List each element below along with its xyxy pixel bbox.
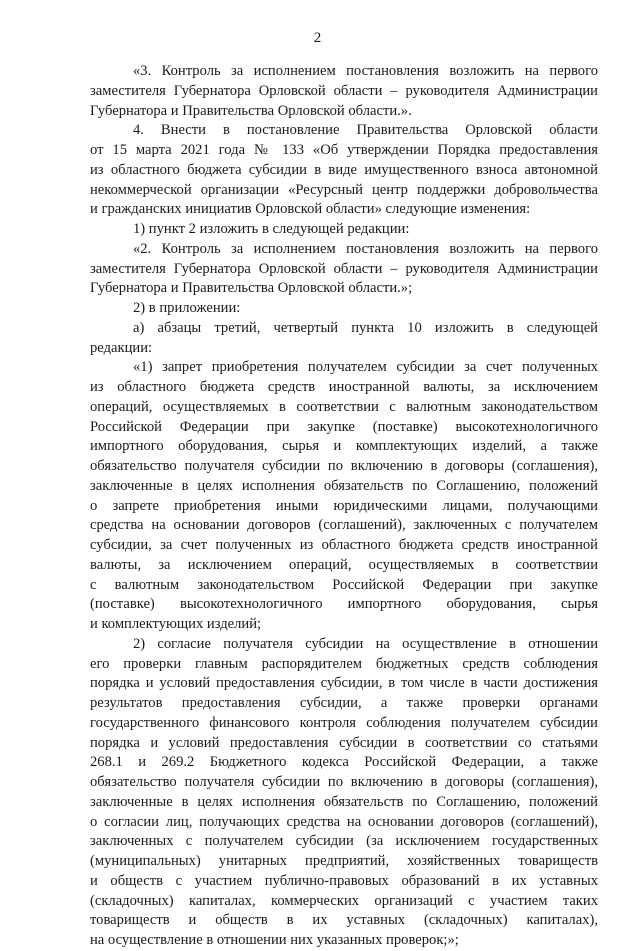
text-line: от 15 марта 2021 года № 133 «Об утверждении Порядка предоставления	[90, 142, 598, 158]
text-line: 4. Внести в постановление Правительства Орловской области	[133, 122, 598, 139]
text-line: с валютным законодательством Российской Федерации при закупке	[90, 576, 598, 593]
text-line: средства на основании договоров (соглашений), заключенных с получателем	[90, 517, 598, 534]
text-line: порядка и условий предоставления субсидии, в том числе в части достижения	[90, 675, 598, 692]
paragraph	[90, 62, 598, 121]
text-line: 268.1 и 269.2 Бюджетного кодекса Российской Федерации, а также	[90, 754, 598, 771]
paragraph	[90, 358, 598, 635]
text-line: заключенные в целях исполнения обязательств по Соглашению, положений	[90, 477, 598, 494]
text-line: обязательство получателя субсидии по включению в договоры (соглашения),	[90, 458, 598, 474]
text-line: государственного финансового контроля соблюдения получателем субсидии	[90, 714, 598, 731]
text-line: импортного оборудования, сырья и комплектующих изделий, а также	[90, 438, 598, 455]
text-line: Губернатора и Правительства Орловской области.»;	[90, 280, 413, 297]
text-line: субсидии, за счет полученных из областного бюджета средств иностранной	[90, 537, 598, 553]
text-line: обязательство получателя субсидии по включению в договоры (соглашения),	[90, 774, 598, 790]
text-line: (складочных) капиталах, коммерческих организаций с участием таких	[90, 892, 598, 909]
text-line: и комплектующих изделий;	[90, 616, 262, 632]
document-body	[90, 62, 598, 951]
paragraph	[90, 121, 598, 220]
text-line: заместителя Губернатора Орловской области – руководителя Администрации	[90, 82, 598, 99]
text-line: заключенных с получателем субсидии (за исключением государственных	[90, 833, 598, 850]
page-number: 2	[313, 30, 322, 46]
text-line: «2. Контроль за исполнением постановления возложить на первого	[133, 240, 598, 257]
paragraph	[90, 240, 598, 299]
paragraph	[90, 220, 598, 240]
text-line: «1) запрет приобретения получателем субсидии за счет полученных	[133, 359, 598, 376]
text-line: редакции:	[90, 339, 153, 356]
text-line: заместителя Губернатора Орловской области – руководителя Администрации	[90, 260, 598, 277]
text-line: (поставке) высокотехнологичного импортного оборудования, сырья	[90, 596, 598, 613]
text-line: о согласии лиц, получающих средства на основании договоров (соглашений),	[90, 813, 598, 830]
text-line: товариществ и обществ в их уставных (складочных) капиталах),	[90, 912, 598, 929]
text-line: результатов предоставления субсидии, а также проверки органами	[90, 695, 598, 711]
text-line: некоммерческой организации «Ресурсный центр поддержки добровольчества	[90, 181, 598, 198]
paragraph	[90, 635, 598, 951]
text-line: из областного бюджета субсидии в виде имущественного взноса автономной	[90, 161, 598, 178]
text-line: и гражданских инициатив Орловской области» следующие изменения:	[90, 201, 531, 218]
text-line: на осуществление в отношении них указанных проверок;»;	[90, 932, 459, 948]
text-line: а) абзацы третий, четвертый пункта 10 изложить в следующей	[133, 319, 598, 336]
paragraph	[90, 299, 598, 319]
text-line: 2) согласие получателя субсидии на осуществление в отношении	[133, 635, 598, 652]
text-line: Российской Федерации при закупке (поставке) высокотехнологичного	[90, 418, 598, 435]
text-line: 2) в приложении:	[133, 300, 241, 316]
text-line: и обществ с участием публично-правовых образований в их уставных	[90, 872, 598, 889]
text-line: (муниципальных) унитарных предприятий, хозяйственных товариществ	[90, 853, 598, 869]
paragraph	[90, 319, 598, 359]
text-line: Губернатора и Правительства Орловской области.».	[90, 102, 412, 119]
text-line: валюты, за исключением операций, осуществляемых в соответствии	[90, 556, 598, 573]
text-line: порядка и условий предоставления субсидии в соответствии со статьями	[90, 734, 598, 751]
text-line: его проверки главным распорядителем бюджетных средств соблюдения	[90, 655, 598, 672]
text-line: заключенные в целях исполнения обязательств по Соглашению, положений	[90, 793, 598, 810]
text-line: о запрете приобретения иными юридическими лицами, получающими	[90, 497, 598, 514]
text-line: 1) пункт 2 изложить в следующей редакции:	[133, 221, 410, 237]
text-line: из областного бюджета средств иностранной валюты, за исключением	[90, 379, 598, 395]
text-line: операций, осуществляемых в соответствии с валютным законодательством	[90, 398, 598, 415]
text-line: «3. Контроль за исполнением постановления возложить на первого	[133, 63, 598, 79]
